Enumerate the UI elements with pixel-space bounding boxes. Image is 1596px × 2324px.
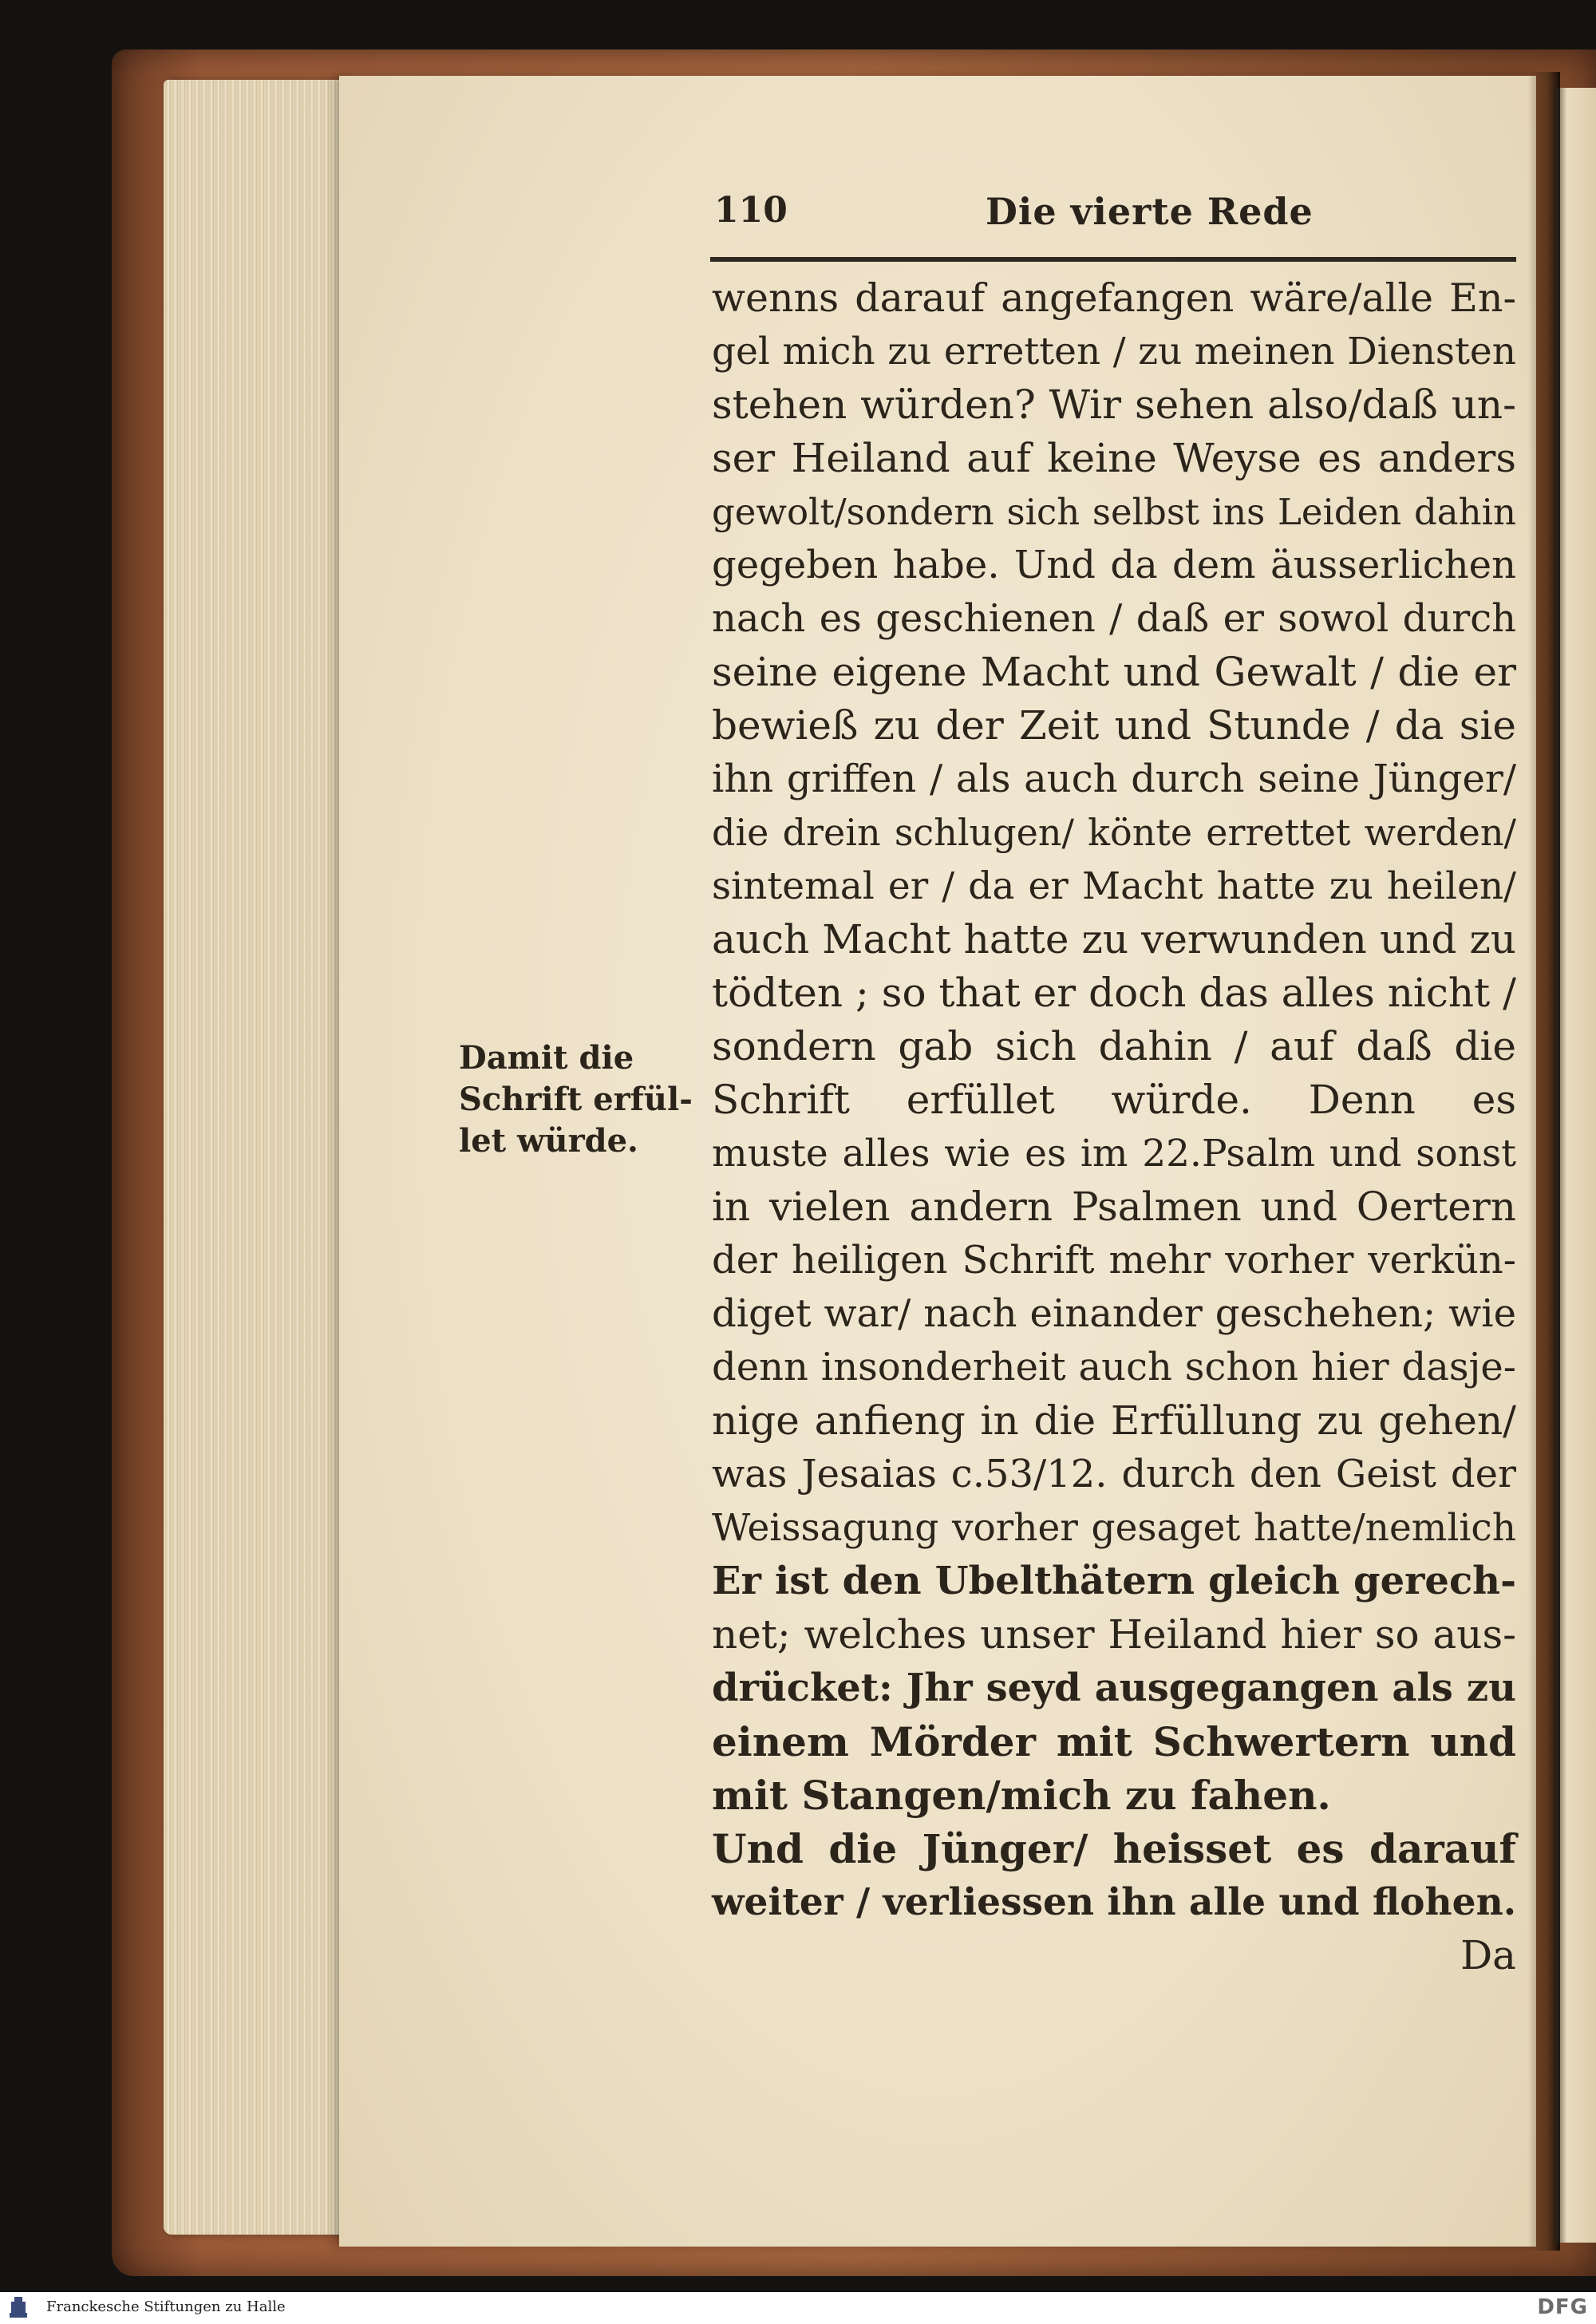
text-line: wenns darauf angefangen wäre/alle En-	[712, 275, 1516, 321]
page-number: 110	[714, 190, 788, 231]
text-line: nige anfieng in die Erfüllung zu gehen/	[712, 1397, 1516, 1444]
head-rule	[710, 257, 1516, 262]
text-line: was Jesaias c.53/12. durch den Geist der	[712, 1452, 1516, 1496]
text-line: gel mich zu erretten / zu meinen Diensten	[712, 330, 1516, 374]
book-gutter	[1528, 72, 1560, 2251]
catchword: Da	[1460, 1932, 1516, 1978]
marginal-note	[459, 1038, 693, 1162]
text-line: sondern gab sich dahin / auf daß die	[712, 1023, 1516, 1069]
institution-logo-icon	[6, 2295, 30, 2321]
text-line: in vielen andern Psalmen und Oertern	[712, 1184, 1516, 1230]
text-line: gegeben habe. Und da dem äusserlichen	[712, 543, 1516, 587]
text-line: gewolt/sondern sich selbst ins Leiden dahin	[712, 491, 1516, 533]
running-head	[714, 190, 1512, 238]
running-title: Die vierte Rede	[986, 190, 1314, 233]
marginal-note-line: let würde.	[459, 1122, 638, 1160]
facing-page-edge	[1555, 88, 1596, 2243]
footer-institution: Franckesche Stiftungen zu Halle	[46, 2298, 286, 2315]
text-line: auch Macht hatte zu verwunden und zu	[712, 916, 1516, 962]
text-line: muste alles wie es im 22.Psalm und sonst	[712, 1132, 1516, 1176]
footer-bar	[0, 2292, 1596, 2324]
dfg-logo: DFG	[1537, 2295, 1588, 2319]
text-line: nach es geschienen / daß er sowol durch	[712, 596, 1516, 641]
body-text	[712, 271, 1516, 1982]
text-line: Er ist den Ubelthätern gleich gerech-	[712, 1559, 1516, 1603]
text-line: die drein schlugen/ könte errettet werden/	[712, 811, 1516, 854]
text-line: stehen würden? Wir sehen also/daß un-	[712, 381, 1516, 428]
text-line: einem Mörder mit Schwertern und	[712, 1718, 1516, 1765]
marginal-note-line: Schrift erfül-	[459, 1081, 693, 1118]
text-line: mit Stangen/mich zu fahen.	[712, 1772, 1331, 1819]
text-line: Weissagung vorher gesaget hatte/nemlich	[712, 1506, 1516, 1550]
page-edges	[164, 80, 347, 2235]
text-line: bewieß zu der Zeit und Stunde / da sie	[712, 702, 1516, 749]
text-line: sintemal er / da er Macht hatte zu heilen/	[712, 864, 1516, 908]
text-line: Und die Jünger/ heisset es darauf	[712, 1825, 1516, 1872]
text-line: drücket: Jhr seyd ausgegangen als zu	[712, 1666, 1516, 1710]
text-line: net; welches unser Heiland hier so aus-	[712, 1611, 1516, 1658]
text-line: tödten ; so that er doch das alles nicht /	[712, 970, 1516, 1016]
text-line: ser Heiland auf keine Weyse es anders	[712, 435, 1516, 481]
text-line: seine eigene Macht und Gewalt / die er	[712, 649, 1516, 695]
text-line: Schrift erfüllet würde. Denn es	[712, 1077, 1516, 1123]
marginal-note-line: Damit die	[459, 1039, 634, 1077]
text-line: weiter / verliessen ihn alle und flohen.	[712, 1880, 1517, 1924]
text-line: der heiligen Schrift mehr vorher verkün-	[712, 1238, 1516, 1283]
text-line: diget war/ nach einander geschehen; wie	[712, 1291, 1516, 1336]
text-line: denn insonderheit auch schon hier dasje-	[712, 1345, 1516, 1389]
text-line: ihn griffen / als auch durch seine Jünger/	[712, 757, 1516, 801]
